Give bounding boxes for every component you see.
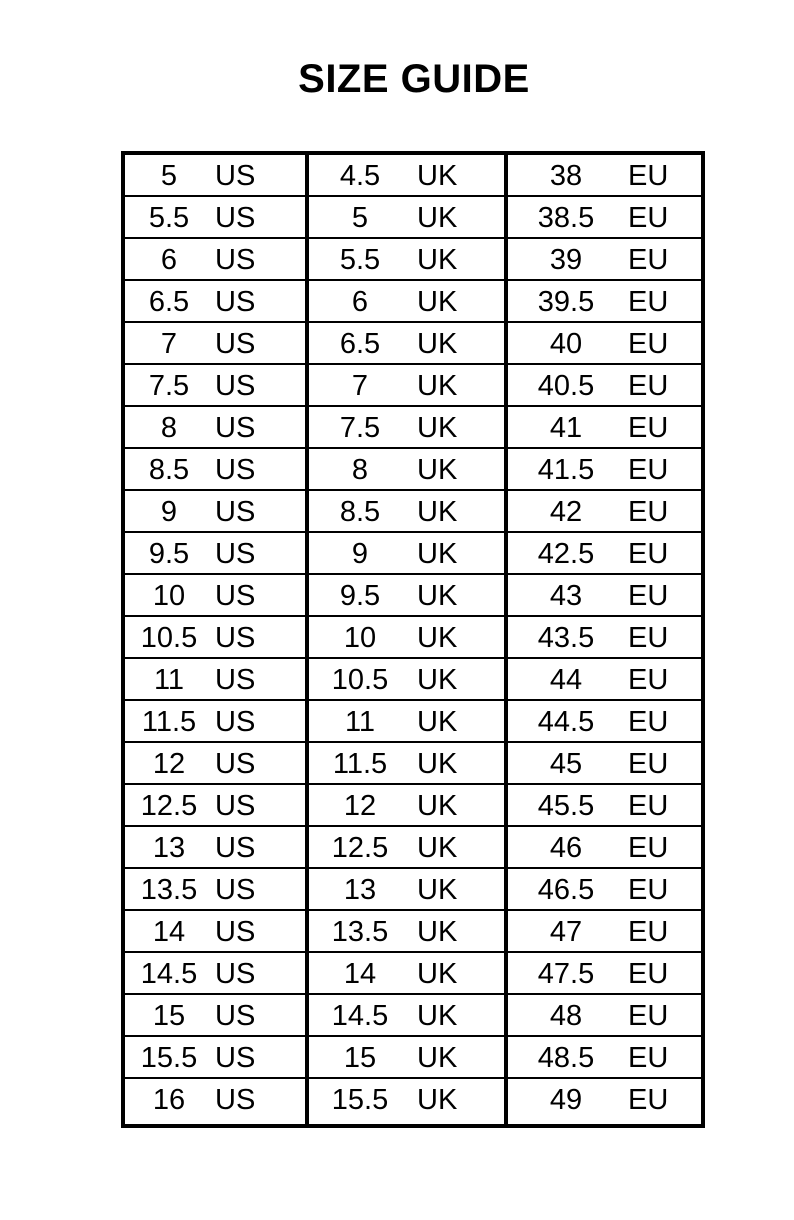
size-unit: US [215,790,256,822]
table-row [309,953,504,995]
table-row [508,239,701,281]
size-value: 15 [152,1000,186,1032]
size-unit: EU [628,874,669,906]
size-unit: UK [417,496,458,528]
size-unit: EU [628,580,669,612]
page-title: SIZE GUIDE [298,57,530,101]
size-unit: EU [628,538,669,570]
size-value: 5.5 [148,202,190,234]
table-row [508,911,701,953]
table-row [125,701,305,743]
size-unit: US [215,916,256,948]
size-unit: US [215,412,256,444]
size-unit: EU [628,328,669,360]
size-value: 9.5 [148,538,190,570]
table-row [125,953,305,995]
size-value: 43 [549,580,583,612]
size-unit: EU [628,664,669,696]
table-row [309,785,504,827]
table-row [309,1037,504,1079]
table-row [125,407,305,449]
table-row [125,911,305,953]
size-unit: EU [628,202,669,234]
size-value: 13.5 [140,874,198,906]
size-unit: EU [628,748,669,780]
size-value: 5.5 [339,244,381,276]
table-row [309,701,504,743]
size-value: 7 [351,370,369,402]
size-value: 10 [343,622,377,654]
table-row [309,197,504,239]
size-value: 10 [152,580,186,612]
table-row [125,533,305,575]
size-value: 39 [549,244,583,276]
table-row [309,239,504,281]
size-unit: US [215,1042,256,1074]
size-unit: UK [417,370,458,402]
size-unit: UK [417,706,458,738]
size-value: 7 [160,328,178,360]
size-value: 15 [343,1042,377,1074]
size-unit: US [215,748,256,780]
table-row [309,827,504,869]
size-value: 12 [343,790,377,822]
size-value: 38.5 [537,202,595,234]
table-row [508,995,701,1037]
size-value: 48 [549,1000,583,1032]
size-unit: EU [628,958,669,990]
table-row [309,575,504,617]
table-row [508,827,701,869]
table-row [125,743,305,785]
size-value: 7.5 [339,412,381,444]
size-unit: EU [628,286,669,318]
size-unit: EU [628,244,669,276]
size-unit: US [215,664,256,696]
size-unit: UK [417,1000,458,1032]
table-row [309,155,504,197]
table-row [508,575,701,617]
size-unit: US [215,286,256,318]
size-unit: UK [417,1084,458,1116]
table-row [125,869,305,911]
size-value: 44.5 [537,706,595,738]
size-unit: UK [417,832,458,864]
table-row [309,281,504,323]
size-value: 8.5 [148,454,190,486]
table-row [508,491,701,533]
table-row [508,281,701,323]
size-value: 44 [549,664,583,696]
size-value: 45 [549,748,583,780]
size-value: 6.5 [148,286,190,318]
size-value: 45.5 [537,790,595,822]
table-row [125,995,305,1037]
size-unit: EU [628,790,669,822]
table-row [508,323,701,365]
size-unit: US [215,160,256,192]
size-value: 14 [343,958,377,990]
size-unit: US [215,202,256,234]
size-unit: EU [628,916,669,948]
size-unit: UK [417,412,458,444]
size-unit: US [215,244,256,276]
size-unit: UK [417,286,458,318]
size-unit: UK [417,202,458,234]
table-row [309,491,504,533]
size-unit: UK [417,580,458,612]
size-value: 41.5 [537,454,595,486]
size-value: 49 [549,1084,583,1116]
size-unit: EU [628,1084,669,1116]
size-unit: US [215,874,256,906]
size-value: 42 [549,496,583,528]
table-row [309,743,504,785]
size-unit: US [215,580,256,612]
size-value: 6.5 [339,328,381,360]
size-value: 9 [351,538,369,570]
table-row [508,785,701,827]
size-value: 14 [152,916,186,948]
table-row [508,743,701,785]
size-unit: UK [417,622,458,654]
table-row [309,1079,504,1121]
size-unit: UK [417,1042,458,1074]
size-unit: UK [417,328,458,360]
table-row [125,1079,305,1121]
size-unit: UK [417,664,458,696]
size-value: 11.5 [332,748,388,780]
table-row [309,365,504,407]
table-row [125,1037,305,1079]
size-value: 47.5 [537,958,595,990]
size-value: 7.5 [148,370,190,402]
table-row [125,491,305,533]
size-unit: US [215,958,256,990]
size-unit: EU [628,370,669,402]
table-row [309,533,504,575]
size-value: 46 [549,832,583,864]
size-unit: US [215,832,256,864]
size-value: 8 [351,454,369,486]
table-row [309,323,504,365]
size-unit: US [215,1000,256,1032]
size-unit: US [215,496,256,528]
table-row [508,197,701,239]
size-value: 6 [351,286,369,318]
table-row [508,1079,701,1121]
size-value: 48.5 [537,1042,595,1074]
size-value: 11 [344,706,376,738]
size-value: 14.5 [331,1000,389,1032]
table-row [309,617,504,659]
table-row [508,617,701,659]
size-unit: US [215,454,256,486]
table-row [508,701,701,743]
size-value: 12.5 [140,790,198,822]
table-row [125,659,305,701]
size-unit: UK [417,244,458,276]
table-row [508,1037,701,1079]
size-value: 38 [549,160,583,192]
table-row [508,533,701,575]
size-unit: UK [417,748,458,780]
size-value: 11 [153,664,185,696]
size-value: 8 [160,412,178,444]
size-table [121,151,705,1128]
size-unit: US [215,370,256,402]
table-row [309,449,504,491]
size-value: 6 [160,244,178,276]
table-row [125,323,305,365]
size-value: 42.5 [537,538,595,570]
table-row [309,659,504,701]
table-row [309,869,504,911]
table-row [125,155,305,197]
table-row [125,449,305,491]
size-value: 14.5 [140,958,198,990]
size-unit: EU [628,706,669,738]
size-value: 12.5 [331,832,389,864]
size-value: 39.5 [537,286,595,318]
table-row [125,365,305,407]
table-row [508,953,701,995]
size-unit: US [215,622,256,654]
size-unit: UK [417,874,458,906]
size-value: 47 [549,916,583,948]
size-unit: EU [628,496,669,528]
size-value: 40 [549,328,583,360]
size-value: 8.5 [339,496,381,528]
size-unit: EU [628,454,669,486]
table-row [508,659,701,701]
table-row [125,827,305,869]
size-unit: UK [417,958,458,990]
table-row [309,995,504,1037]
size-value: 40.5 [537,370,595,402]
size-value: 11.5 [141,706,197,738]
table-row [508,155,701,197]
size-unit: UK [417,916,458,948]
size-unit: EU [628,1000,669,1032]
size-value: 15.5 [140,1042,198,1074]
size-value: 46.5 [537,874,595,906]
size-unit: EU [628,412,669,444]
size-unit: US [215,706,256,738]
table-row [125,239,305,281]
table-row [508,869,701,911]
size-value: 13 [343,874,377,906]
size-unit: EU [628,832,669,864]
size-unit: US [215,538,256,570]
table-row [125,575,305,617]
size-unit: UK [417,160,458,192]
size-value: 13 [152,832,186,864]
size-value: 4.5 [339,160,381,192]
size-value: 15.5 [331,1084,389,1116]
size-value: 5 [160,160,178,192]
size-value: 12 [152,748,186,780]
table-row [125,785,305,827]
size-unit: UK [417,538,458,570]
size-unit: UK [417,790,458,822]
size-unit: US [215,1084,256,1116]
table-row [508,365,701,407]
size-unit: EU [628,1042,669,1074]
size-value: 41 [549,412,583,444]
size-unit: EU [628,622,669,654]
size-value: 9.5 [339,580,381,612]
table-row [309,911,504,953]
table-row [125,617,305,659]
size-unit: US [215,328,256,360]
size-value: 16 [152,1084,186,1116]
table-row [309,407,504,449]
size-value: 10.5 [331,664,389,696]
table-row [508,449,701,491]
table-row [125,281,305,323]
table-row [125,197,305,239]
size-value: 13.5 [331,916,389,948]
table-row [508,407,701,449]
size-value: 5 [351,202,369,234]
size-value: 9 [160,496,178,528]
size-unit: EU [628,160,669,192]
size-unit: UK [417,454,458,486]
size-value: 10.5 [140,622,198,654]
size-value: 43.5 [537,622,595,654]
